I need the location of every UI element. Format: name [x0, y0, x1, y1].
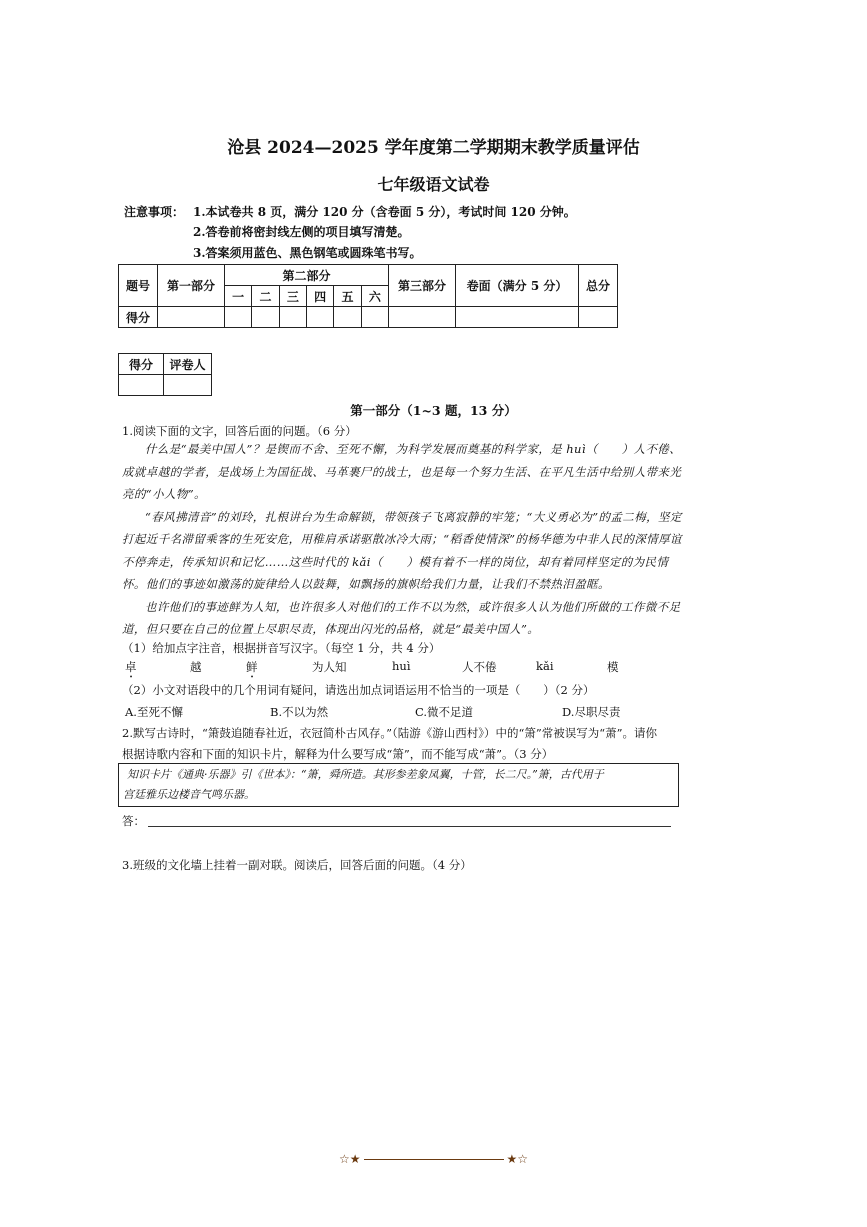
score-cell[interactable]: [389, 307, 456, 328]
notes-label: 注意事项：: [124, 205, 185, 219]
card-line-1: 知识卡片《通典·乐器》引《世本》：“箫，舜所造。其形参差象凤翼，十管，长二尺。”箫，古代用于: [127, 768, 604, 781]
q1-paragraph-1: 什么是“最美中国人”？是锲而不舍、至死不懈，为科学发展而奠基的科学家，是 huì（ ）人不倦、成就卓越的学者，是战场上为国征战、马革裹尸的战士，也是每一个努力生活、在平凡生活中给别人带来光亮的“小人物”。: [122, 442, 682, 501]
option-b[interactable]: B.不以为然: [270, 705, 329, 719]
grader-name-cell[interactable]: [164, 375, 212, 396]
q2-stem-line2: 根据诗歌内容和下面的知识卡片，解释为什么要写成“箫”，而不能写成“萧”。（3 分）: [122, 747, 554, 761]
pinyin-char-xian: 鲜: [246, 660, 258, 674]
grader-table: [118, 353, 212, 396]
page-title: 沧县 2024—2025 学年度第二学期期末教学质量评估: [227, 138, 640, 158]
score-cell[interactable]: [158, 307, 225, 328]
card-line-2: 宫廷雅乐边楼音气鸣乐器。: [123, 788, 255, 801]
grader-score-cell[interactable]: [119, 375, 164, 396]
note-item-2: 2.答卷前将密封线左侧的项目填写清楚。: [193, 225, 410, 239]
score-header-tihao: 题号: [119, 265, 158, 307]
option-d[interactable]: D.尽职尽责: [562, 705, 621, 719]
pinyin-rest-1: 为人知: [312, 660, 347, 674]
score-row-label: 得分: [119, 307, 158, 328]
score-header-juanmian: 卷面（满分 5 分）: [456, 265, 579, 307]
score-sub-3: 三: [279, 286, 306, 307]
score-cell[interactable]: [579, 307, 618, 328]
q1-paragraph-2: “春风拂清音”的刘玲，扎根讲台为生命解锁，带领孩子飞离寂静的牢笼；“大义勇必为”的孟二梅，坚定打起近千名滞留乘客的生死安危，用稚肩承诺驱散冰冷大雨；“稻香使情深”的杨华德为中非人民的深情厚谊不停奔走，传承知识和记忆……这些时代的 kǎi（ ）模有着不一样的岗位，却有着同样坚定的为民情怀。他们的事迹如激荡的旋律给人以鼓舞，如飘扬的旗帜给我们力量，让我们不禁热泪盈眶。: [122, 509, 682, 591]
q1-paragraph-3: 也许他们的事迹鲜为人知，也许很多人对他们的工作不以为然，或许很多人认为他们所做的工作微不足道，但只要在自己的位置上尽职尽责，体现出闪光的品格，就是“最美中国人”。: [122, 599, 681, 636]
q1-sub1: （1）给加点字注音，根据拼音写汉字。（每空 1 分，共 4 分）: [122, 641, 441, 655]
score-sub-1: 一: [225, 286, 252, 307]
footer-divider: [364, 1159, 504, 1160]
option-a[interactable]: A.至死不懈: [125, 705, 183, 719]
footer-stars-left: ☆★: [338, 1152, 361, 1166]
score-sub-2: 二: [252, 286, 279, 307]
page-subtitle: 七年级语文试卷: [377, 175, 490, 194]
pinyin-row: [122, 659, 642, 677]
pinyin-kai: kǎi: [536, 659, 554, 673]
q2-stem-line1: 2.默写古诗时，“箫鼓追随春社近，衣冠简朴古风存。”（陆游《游山西村》）中的“箫”常被误写为“萧”。请你: [122, 726, 657, 740]
score-cell[interactable]: [334, 307, 361, 328]
q3-stem: 3.班级的文化墙上挂着一副对联。阅读后，回答后面的问题。（4 分）: [122, 858, 472, 872]
knowledge-card: [118, 763, 679, 807]
score-cell[interactable]: [306, 307, 333, 328]
score-sub-6: 六: [361, 286, 388, 307]
pinyin-char-yue: 越: [190, 660, 202, 674]
pinyin-rest-3: 模: [607, 660, 619, 674]
score-header-part1: 第一部分: [158, 265, 225, 307]
score-sub-4: 四: [306, 286, 333, 307]
option-c[interactable]: C.微不足道: [415, 705, 474, 719]
answer-line[interactable]: [148, 826, 671, 827]
pinyin-char-zhuo: 卓: [125, 660, 137, 674]
score-cell[interactable]: [361, 307, 388, 328]
footer-stars-right: ★☆: [506, 1152, 529, 1166]
q1-stem: 1.阅读下面的文字，回答后面的问题。（6 分）: [122, 424, 357, 438]
q1-options: [122, 704, 682, 722]
section-heading: 第一部分（1~3 题，13 分）: [350, 403, 517, 418]
pinyin-hui: huì: [392, 659, 411, 673]
q1-sub2: （2）小文对语段中的几个用词有疑问，请选出加点词语运用不恰当的一项是（ ）（2 分）: [122, 683, 595, 697]
score-sub-5: 五: [334, 286, 361, 307]
answer-label: 答：: [122, 814, 145, 828]
score-cell[interactable]: [225, 307, 252, 328]
score-cell[interactable]: [252, 307, 279, 328]
score-table: [118, 264, 618, 328]
note-item-1: 1.本试卷共 8 页，满分 120 分（含卷面 5 分），考试时间 120 分钟。: [193, 205, 576, 219]
score-cell[interactable]: [279, 307, 306, 328]
score-header-part2: 第二部分: [225, 265, 389, 286]
grader-score-label: 得分: [119, 354, 164, 375]
score-header-total: 总分: [579, 265, 618, 307]
footer-ornament: [0, 1152, 867, 1166]
grader-label: 评卷人: [164, 354, 212, 375]
pinyin-rest-2: 人不倦: [462, 660, 497, 674]
score-cell[interactable]: [456, 307, 579, 328]
score-header-part3: 第三部分: [389, 265, 456, 307]
note-item-3: 3.答案须用蓝色、黑色钢笔或圆珠笔书写。: [193, 246, 422, 260]
q1-passage: [122, 438, 687, 641]
